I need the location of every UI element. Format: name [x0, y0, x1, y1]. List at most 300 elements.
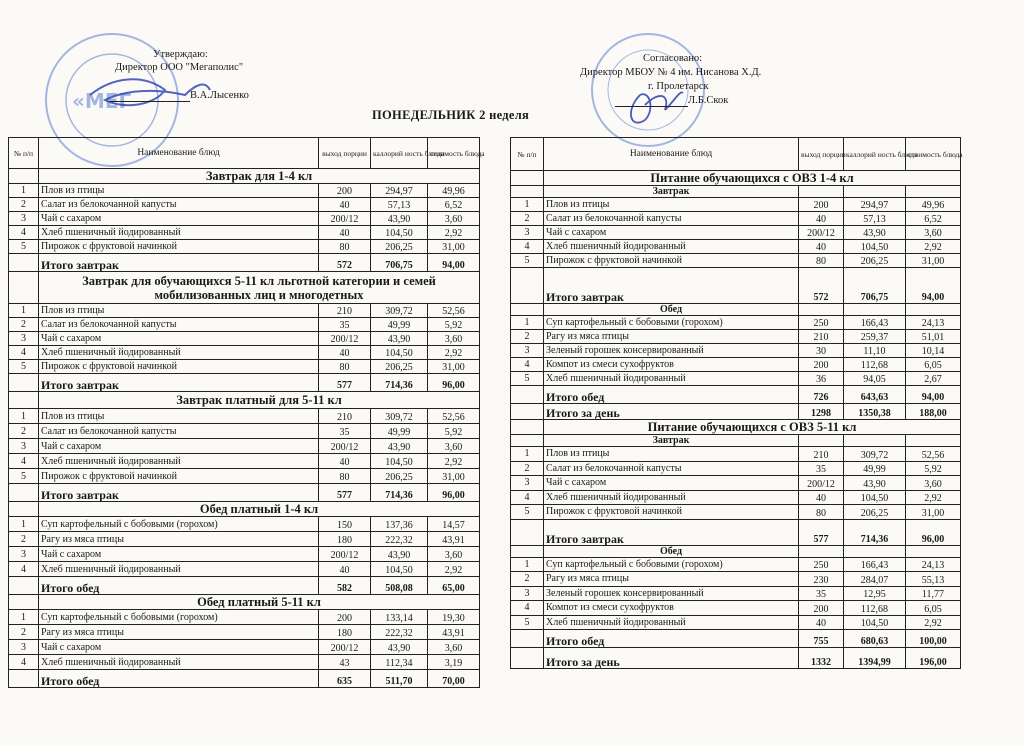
total-row-calories: 680,63	[844, 630, 906, 648]
item-portion: 40	[799, 490, 844, 505]
section-spacer	[9, 595, 39, 610]
item-calories: 294,97	[371, 184, 428, 198]
empty-cell	[799, 304, 844, 316]
total-row-portion: 572	[799, 268, 844, 304]
total-row-calories: 643,63	[844, 386, 906, 404]
item-cost: 2,92	[906, 615, 961, 630]
table-row	[511, 490, 961, 505]
total-row-calories: 714,36	[844, 519, 906, 545]
table-row	[9, 332, 480, 346]
item-calories: 309,72	[844, 447, 906, 462]
item-calories: 43,90	[371, 439, 428, 454]
item-cost: 3,60	[906, 226, 961, 240]
item-name: Хлеб пшеничный йодированный	[544, 490, 799, 505]
header-number: № п/п	[9, 138, 39, 169]
meal-subtitle: Завтрак	[544, 186, 799, 198]
total-row-cost: 94,00	[906, 268, 961, 304]
item-name: Чай с сахаром	[544, 476, 799, 491]
item-name: Салат из белокочанной капусты	[544, 461, 799, 476]
item-name: Суп картофельный с бобовыми (горохом)	[544, 557, 799, 572]
item-cost: 2,67	[906, 372, 961, 386]
table-row	[9, 439, 480, 454]
total-row-spacer	[511, 519, 544, 545]
table-row	[511, 316, 961, 330]
item-cost: 2,92	[428, 226, 480, 240]
table-row	[9, 655, 480, 670]
item-number: 5	[9, 360, 39, 374]
item-calories: 12,95	[844, 586, 906, 601]
table-row	[511, 198, 961, 212]
day-total-row-portion: 1332	[799, 648, 844, 669]
total-row-spacer	[9, 374, 39, 392]
total-row	[9, 374, 480, 392]
item-number: 1	[511, 316, 544, 330]
table-row	[9, 517, 480, 532]
item-name: Чай с сахаром	[39, 332, 319, 346]
total-row-spacer	[511, 268, 544, 304]
item-name: Рагу из мяса птицы	[39, 532, 319, 547]
item-number: 3	[511, 226, 544, 240]
item-calories: 104,50	[844, 615, 906, 630]
item-name: Пирожок с фруктовой начинкой	[544, 254, 799, 268]
item-calories: 104,50	[371, 454, 428, 469]
item-calories: 133,14	[371, 610, 428, 625]
item-portion: 200/12	[319, 332, 371, 346]
header-calories: каллорий ность блюда	[844, 138, 906, 171]
section-title: Завтрак для 1-4 кл	[39, 169, 480, 184]
total-row-label: Итого завтрак	[544, 268, 799, 304]
item-name: Компот из смеси сухофруктов	[544, 358, 799, 372]
item-portion: 40	[319, 198, 371, 212]
total-row-cost: 94,00	[428, 254, 480, 272]
item-portion: 35	[319, 424, 371, 439]
item-cost: 43,91	[428, 532, 480, 547]
item-portion: 180	[319, 625, 371, 640]
agree-signature-line	[615, 106, 688, 107]
item-cost: 14,57	[428, 517, 480, 532]
item-cost: 31,00	[428, 240, 480, 254]
item-name: Рагу из мяса птицы	[544, 330, 799, 344]
total-row-spacer	[9, 254, 39, 272]
table-row	[9, 547, 480, 562]
agree-city: г. Пролетарск	[648, 81, 709, 92]
header-portion: выход порции	[319, 138, 371, 169]
item-cost: 31,00	[428, 360, 480, 374]
day-total-row-portion: 1298	[799, 404, 844, 420]
item-cost: 31,00	[906, 505, 961, 520]
section-title: Питание обучающихся с ОВЗ 1-4 кл	[544, 171, 961, 186]
item-name: Хлеб пшеничный йодированный	[39, 346, 319, 360]
item-cost: 3,60	[428, 547, 480, 562]
item-calories: 104,50	[371, 346, 428, 360]
total-row-cost: 96,00	[428, 374, 480, 392]
empty-cell	[844, 304, 906, 316]
table-row	[511, 344, 961, 358]
item-number: 4	[511, 358, 544, 372]
item-calories: 112,68	[844, 358, 906, 372]
section-title-row	[9, 392, 480, 409]
item-name: Суп картофельный с бобовыми (горохом)	[39, 517, 319, 532]
item-number: 3	[9, 547, 39, 562]
item-portion: 210	[799, 330, 844, 344]
total-row-portion: 755	[799, 630, 844, 648]
item-cost: 2,92	[906, 240, 961, 254]
table-row	[9, 424, 480, 439]
item-portion: 200	[799, 358, 844, 372]
item-number: 5	[9, 240, 39, 254]
item-name: Рагу из мяса птицы	[544, 572, 799, 587]
table-row	[9, 226, 480, 240]
section-title-row	[9, 169, 480, 184]
item-portion: 200	[799, 601, 844, 616]
total-row-spacer	[9, 670, 39, 688]
table-row	[511, 505, 961, 520]
item-cost: 6,05	[906, 601, 961, 616]
item-number: 3	[511, 344, 544, 358]
item-number: 2	[9, 625, 39, 640]
item-portion: 80	[319, 240, 371, 254]
item-calories: 43,90	[371, 640, 428, 655]
item-calories: 11,10	[844, 344, 906, 358]
item-portion: 43	[319, 655, 371, 670]
table-row	[511, 330, 961, 344]
item-name: Хлеб пшеничный йодированный	[544, 240, 799, 254]
item-name: Суп картофельный с бобовыми (горохом)	[544, 316, 799, 330]
svg-text:«МЕГ: «МЕГ	[72, 89, 132, 113]
item-cost: 5,92	[428, 424, 480, 439]
total-row-cost: 65,00	[428, 577, 480, 595]
total-row-portion: 635	[319, 670, 371, 688]
section-title-row	[511, 171, 961, 186]
total-row-cost: 100,00	[906, 630, 961, 648]
section-title-row	[511, 420, 961, 435]
item-calories: 104,50	[371, 226, 428, 240]
item-calories: 166,43	[844, 316, 906, 330]
item-cost: 3,60	[428, 640, 480, 655]
section-title: Обед платный 5-11 кл	[39, 595, 480, 610]
item-cost: 5,92	[428, 318, 480, 332]
total-row-portion: 577	[319, 374, 371, 392]
item-calories: 206,25	[844, 505, 906, 520]
table-row	[9, 240, 480, 254]
section-title: Завтрак платный для 5-11 кл	[39, 392, 480, 409]
table-row	[511, 461, 961, 476]
item-cost: 5,92	[906, 461, 961, 476]
item-portion: 40	[319, 562, 371, 577]
item-calories: 284,07	[844, 572, 906, 587]
item-portion: 200	[799, 198, 844, 212]
total-row	[511, 386, 961, 404]
table-row	[9, 304, 480, 318]
item-name: Суп картофельный с бобовыми (горохом)	[39, 610, 319, 625]
day-total-row	[511, 404, 961, 420]
total-row	[9, 254, 480, 272]
empty-cell	[906, 545, 961, 557]
day-total-row-spacer	[511, 404, 544, 420]
item-calories: 43,90	[371, 212, 428, 226]
header-cost: стоимость блюда	[906, 138, 961, 171]
item-name: Пирожок с фруктовой начинкой	[39, 240, 319, 254]
day-total-row-spacer	[511, 648, 544, 669]
item-calories: 43,90	[844, 476, 906, 491]
item-cost: 3,60	[428, 212, 480, 226]
item-calories: 206,25	[371, 240, 428, 254]
section-title-row	[9, 502, 480, 517]
item-number: 1	[511, 557, 544, 572]
item-number: 3	[9, 640, 39, 655]
item-portion: 200/12	[799, 476, 844, 491]
item-calories: 206,25	[371, 469, 428, 484]
table-row	[9, 409, 480, 424]
empty-cell	[906, 304, 961, 316]
item-number: 4	[9, 562, 39, 577]
total-row-portion: 577	[319, 484, 371, 502]
item-cost: 2,92	[428, 346, 480, 360]
total-row-portion: 572	[319, 254, 371, 272]
item-number: 5	[9, 469, 39, 484]
approve-position: Директор ООО "Мегаполис"	[115, 62, 244, 73]
total-row	[9, 577, 480, 595]
table-row	[511, 476, 961, 491]
total-row-portion: 726	[799, 386, 844, 404]
item-number: 1	[9, 610, 39, 625]
item-portion: 180	[319, 532, 371, 547]
item-calories: 222,32	[371, 625, 428, 640]
item-name: Плов из птицы	[39, 184, 319, 198]
item-portion: 35	[799, 586, 844, 601]
item-portion: 200	[319, 610, 371, 625]
meal-spacer	[511, 186, 544, 198]
table-row	[511, 372, 961, 386]
item-name: Хлеб пшеничный йодированный	[39, 562, 319, 577]
day-total-row-label: Итого за день	[544, 648, 799, 669]
total-row-spacer	[9, 577, 39, 595]
item-name: Плов из птицы	[544, 447, 799, 462]
item-cost: 19,30	[428, 610, 480, 625]
item-cost: 6,52	[906, 212, 961, 226]
item-name: Чай с сахаром	[544, 226, 799, 240]
item-calories: 166,43	[844, 557, 906, 572]
item-number: 2	[511, 330, 544, 344]
table-row	[511, 557, 961, 572]
table-row	[511, 240, 961, 254]
table-row	[9, 198, 480, 212]
right-menu-table	[510, 137, 961, 669]
empty-cell	[799, 186, 844, 198]
total-row-calories: 511,70	[371, 670, 428, 688]
item-portion: 80	[799, 505, 844, 520]
total-row-portion: 577	[799, 519, 844, 545]
item-calories: 49,99	[371, 318, 428, 332]
item-name: Рагу из мяса птицы	[39, 625, 319, 640]
item-calories: 259,37	[844, 330, 906, 344]
header-dish-name: Наименование блюд	[544, 138, 799, 171]
item-name: Пирожок с фруктовой начинкой	[39, 360, 319, 374]
item-name: Хлеб пшеничный йодированный	[39, 226, 319, 240]
item-calories: 104,50	[844, 490, 906, 505]
item-portion: 80	[319, 469, 371, 484]
item-cost: 24,13	[906, 557, 961, 572]
item-portion: 30	[799, 344, 844, 358]
item-cost: 3,60	[428, 439, 480, 454]
item-name: Хлеб пшеничный йодированный	[39, 454, 319, 469]
table-row	[9, 360, 480, 374]
item-portion: 80	[799, 254, 844, 268]
table-row	[9, 625, 480, 640]
item-number: 4	[9, 346, 39, 360]
header-dish-name: Наименование блюд	[39, 138, 319, 169]
section-spacer	[9, 502, 39, 517]
empty-cell	[799, 435, 844, 447]
day-total-row	[511, 648, 961, 669]
item-number: 5	[511, 615, 544, 630]
section-title: Питание обучающихся с ОВЗ 5-11 кл	[544, 420, 961, 435]
section-title-row	[9, 272, 480, 304]
item-name: Компот из смеси сухофруктов	[544, 601, 799, 616]
total-row-cost: 96,00	[906, 519, 961, 545]
table-row	[9, 318, 480, 332]
item-number: 1	[9, 517, 39, 532]
item-number: 1	[9, 184, 39, 198]
item-cost: 55,13	[906, 572, 961, 587]
item-name: Плов из птицы	[39, 409, 319, 424]
item-number: 2	[9, 318, 39, 332]
total-row-spacer	[9, 484, 39, 502]
item-calories: 309,72	[371, 304, 428, 318]
section-spacer	[9, 392, 39, 409]
header-cost: стоимость блюда	[428, 138, 480, 169]
item-name: Хлеб пшеничный йодированный	[544, 615, 799, 630]
item-portion: 36	[799, 372, 844, 386]
item-name: Салат из белокочанной капусты	[39, 198, 319, 212]
item-number: 2	[511, 572, 544, 587]
meal-subtitle-row	[511, 304, 961, 316]
item-calories: 43,90	[844, 226, 906, 240]
item-name: Зеленый горошек консервированный	[544, 344, 799, 358]
table-row	[511, 586, 961, 601]
item-number: 3	[9, 212, 39, 226]
item-number: 2	[9, 198, 39, 212]
total-row-calories: 508,08	[371, 577, 428, 595]
item-portion: 40	[799, 212, 844, 226]
item-number: 3	[511, 476, 544, 491]
total-row-label: Итого обед	[544, 630, 799, 648]
table-row	[9, 184, 480, 198]
table-row	[511, 601, 961, 616]
item-calories: 104,50	[844, 240, 906, 254]
item-portion: 250	[799, 557, 844, 572]
table-header	[511, 138, 961, 171]
item-name: Плов из птицы	[544, 198, 799, 212]
total-row-label: Итого завтрак	[544, 519, 799, 545]
meal-subtitle-row	[511, 435, 961, 447]
item-portion: 200/12	[319, 640, 371, 655]
item-name: Пирожок с фруктовой начинкой	[39, 469, 319, 484]
item-portion: 40	[319, 226, 371, 240]
item-portion: 40	[799, 240, 844, 254]
item-portion: 35	[799, 461, 844, 476]
table-row	[511, 212, 961, 226]
table-row	[9, 640, 480, 655]
item-portion: 35	[319, 318, 371, 332]
section-title-row	[9, 595, 480, 610]
header-number: № п/п	[511, 138, 544, 171]
meal-spacer	[511, 304, 544, 316]
agree-position: Директор МБОУ № 4 им. Нисанова Х.Д.	[580, 67, 762, 78]
item-cost: 2,92	[906, 490, 961, 505]
empty-cell	[906, 435, 961, 447]
item-calories: 222,32	[371, 532, 428, 547]
item-number: 1	[9, 304, 39, 318]
section-spacer	[9, 169, 39, 184]
item-cost: 3,60	[906, 476, 961, 491]
item-name: Плов из птицы	[39, 304, 319, 318]
item-cost: 51,01	[906, 330, 961, 344]
item-calories: 206,25	[371, 360, 428, 374]
total-row-cost: 94,00	[906, 386, 961, 404]
total-row-calories: 714,36	[371, 374, 428, 392]
item-number: 3	[511, 586, 544, 601]
item-number: 4	[9, 655, 39, 670]
empty-cell	[844, 545, 906, 557]
empty-cell	[799, 545, 844, 557]
table-row	[9, 212, 480, 226]
empty-cell	[844, 435, 906, 447]
total-row-spacer	[511, 630, 544, 648]
table-row	[9, 562, 480, 577]
total-row-cost: 70,00	[428, 670, 480, 688]
item-name: Зеленый горошек консервированный	[544, 586, 799, 601]
total-row-calories: 706,75	[371, 254, 428, 272]
item-number: 4	[9, 226, 39, 240]
item-name: Чай с сахаром	[39, 212, 319, 226]
item-portion: 200	[319, 184, 371, 198]
item-name: Салат из белокочанной капусты	[39, 424, 319, 439]
item-calories: 57,13	[371, 198, 428, 212]
meal-subtitle-row	[511, 545, 961, 557]
item-portion: 200/12	[319, 547, 371, 562]
item-cost: 52,56	[428, 304, 480, 318]
table-row	[511, 254, 961, 268]
item-calories: 112,68	[844, 601, 906, 616]
item-calories: 309,72	[371, 409, 428, 424]
header-calories: каллорий ность блюда	[371, 138, 428, 169]
meal-subtitle: Обед	[544, 545, 799, 557]
item-portion: 40	[319, 454, 371, 469]
total-row	[9, 484, 480, 502]
item-calories: 94,05	[844, 372, 906, 386]
item-cost: 6,52	[428, 198, 480, 212]
empty-cell	[906, 186, 961, 198]
section-spacer	[511, 420, 544, 435]
approve-label: Утверждаю:	[153, 49, 208, 60]
item-name: Салат из белокочанной капусты	[39, 318, 319, 332]
item-calories: 137,36	[371, 517, 428, 532]
day-total-row-calories: 1394,99	[844, 648, 906, 669]
item-cost: 24,13	[906, 316, 961, 330]
item-portion: 210	[799, 447, 844, 462]
item-calories: 206,25	[844, 254, 906, 268]
table-row	[9, 532, 480, 547]
total-row-label: Итого обед	[39, 577, 319, 595]
table-row	[9, 469, 480, 484]
day-total-row-calories: 1350,38	[844, 404, 906, 420]
table-header	[9, 138, 480, 169]
total-row-cost: 96,00	[428, 484, 480, 502]
item-portion: 210	[319, 304, 371, 318]
total-row-label: Итого завтрак	[39, 484, 319, 502]
item-cost: 3,60	[428, 332, 480, 346]
